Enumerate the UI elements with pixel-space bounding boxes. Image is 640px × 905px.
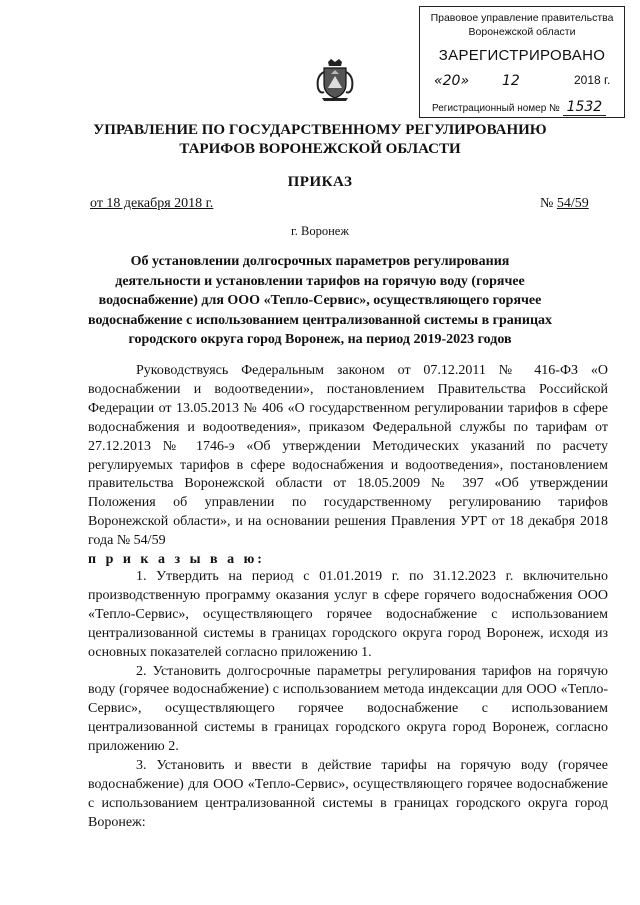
stamp-number-row <box>432 99 618 115</box>
coat-of-arms-icon <box>314 58 356 102</box>
order-number <box>540 196 589 212</box>
stamp-registered-label: ЗАРЕГИСТРИРОВАНО <box>438 47 606 64</box>
order-item-3: 3. Установить и ввести в действие тарифы на горячую воду (горячее водоснабжение) для ООО «Тепло-Сервис», осуществляющего горячее водоснабжение с использованием централизованной системы в границах городского округа город Воронеж: <box>88 758 608 830</box>
preamble-text: Руководствуясь Федеральным законом от 07.12.2011 № 416-ФЗ «О водоснабжении и водоотведении», постановлением Правительства Российской Федерации от 13.05.2013 № 406 «О государственном регулировании тарифов в сфере водоснабжения и водоотведения», приказом Федеральной службы по тарифам от 27.12.2013 № 1746-э «Об утверждении Методических указаний по расчету регулируемых тарифов в сфере водоснабжения и водоотведения», постановлением правительства Воронежской области от 18.05.2009 № 397 «Об утверждении Положения об управлении по государственному регулированию тарифов Воронежской области», и на основании решения Правления УРТ от 18 декабря 2018 года № 54/59 <box>88 363 608 549</box>
order-number-value: 54/59 <box>556 196 589 211</box>
order-items <box>88 568 608 833</box>
stamp-number-label: Регистрационный номер № <box>432 103 560 114</box>
stamp-number: 1532 <box>563 99 607 116</box>
stamp-day: «20» <box>434 73 470 89</box>
order-word: п р и к а з ы в а ю: <box>88 552 265 568</box>
stamp-date <box>434 73 616 91</box>
order-city: г. Воронеж <box>291 224 349 238</box>
stamp-month: 12 <box>502 73 520 89</box>
order-date: от 18 декабря 2018 г. <box>90 196 214 211</box>
registration-stamp <box>419 6 625 118</box>
order-item-2: 2. Установить долгосрочные параметры регулирования тарифов на горячую воду (горячее водоснабжение) с использованием метода индексации для ООО «Тепло-Сервис», осуществляющего горячее водоснабжение с использованием централизованной системы в границах городского округа город Воронеж, согласно приложению 2. <box>88 663 608 755</box>
document-heading: Об установлении долгосрочных параметров регулирования деятельности и установлении тарифов на горячую воду (горячее водоснабжение) для ООО «Тепло-Сервис», осуществляющего горячее водоснабжение с использованием централизованной системы в границах городского округа город Воронеж, на период 2019-2023 годов <box>88 254 553 347</box>
authority-name-line2: ТАРИФОВ ВОРОНЕЖСКОЙ ОБЛАСТИ <box>179 141 461 157</box>
order-title: ПРИКАЗ <box>287 174 353 190</box>
stamp-organization: Правовое управление правительства Воронежской области <box>430 12 614 38</box>
order-number-prefix: № <box>540 196 554 211</box>
authority-name-line1: УПРАВЛЕНИЕ ПО ГОСУДАРСТВЕННОМУ РЕГУЛИРОВАНИЮ <box>93 122 547 138</box>
order-item-1: 1. Утвердить на период с 01.01.2019 г. по 31.12.2023 г. включительно производственную программу оказания услуг в сфере горячего водоснабжения ООО «Тепло-Сервис», осуществляющего горячее водоснабжение с использованием централизованной системы в границах городского округа город Воронеж, исходя из основных показателей согласно приложению 1. <box>88 569 608 660</box>
preamble-block <box>88 362 608 570</box>
stamp-year: 2018 г. <box>574 73 611 87</box>
